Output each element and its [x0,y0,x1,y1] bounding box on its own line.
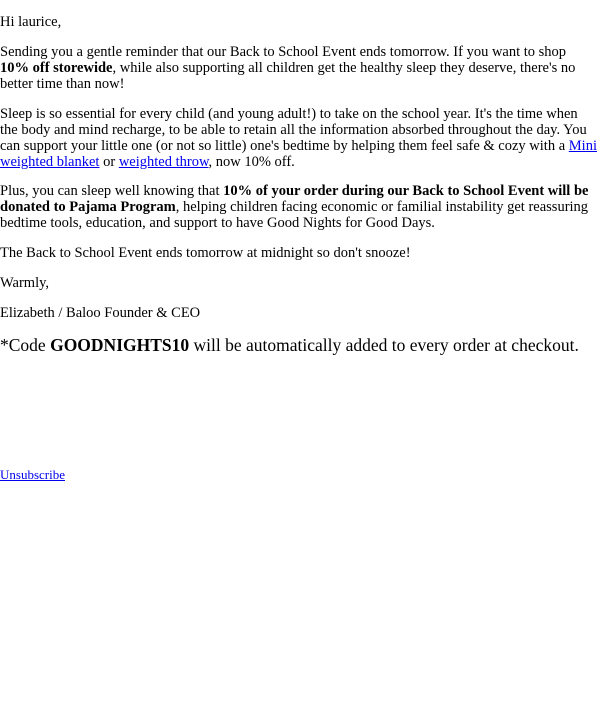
signature: Elizabeth / Baloo Founder & CEO [0,305,201,321]
signoff: Warmly, [0,275,50,291]
discount-code: GOODNIGHTS10 [50,335,190,355]
weighted-throw-link[interactable]: weighted throw [118,154,209,170]
greeting: Hi laurice, [0,14,62,30]
reminder-text-start: Sending you a gentle reminder that our Back to School Event ends tomorrow. If you want to shop [0,44,567,60]
event-ends-paragraph: The Back to School Event ends tomorrow at midnight so don't snooze! [0,245,411,261]
sleep-text-end: , now 10% off. [208,154,295,170]
donation-paragraph [0,183,598,231]
code-note-suffix: will be automatically added to every order at checkout. [189,335,579,355]
discount-code-note [0,335,598,355]
discount-highlight: 10% off storewide [0,60,113,76]
sleep-text-start: Sleep is so essential for every child (and young adult!) to take on the school year. It's the time when the body and mind recharge, to be able to retain all the information absorbed throughout the day. You can support your little one (or not so little) one's bedtime by helping them feel safe & cozy with a [0,106,587,154]
donation-text-start: Plus, you can sleep well knowing that [0,183,224,199]
donation-text-end: , helping children facing economic or familial instability get reassuring bedtime tools, education, and support to have Good Nights for Good Days. [0,199,589,231]
unsubscribe-link[interactable]: Unsubscribe [0,467,65,482]
sleep-paragraph [0,106,598,170]
reminder-text-end: , while also supporting all children get the healthy sleep they deserve, there's no better time than now! [0,60,576,92]
reminder-paragraph [0,44,598,92]
code-note-prefix: *Code [0,335,51,355]
sleep-text-or: or [99,154,119,170]
donation-highlight: 10% of your order during our Back to School Event will be donated to Pajama Program [0,183,589,215]
mini-weighted-blanket-link[interactable]: Mini weighted blanket [0,138,597,170]
